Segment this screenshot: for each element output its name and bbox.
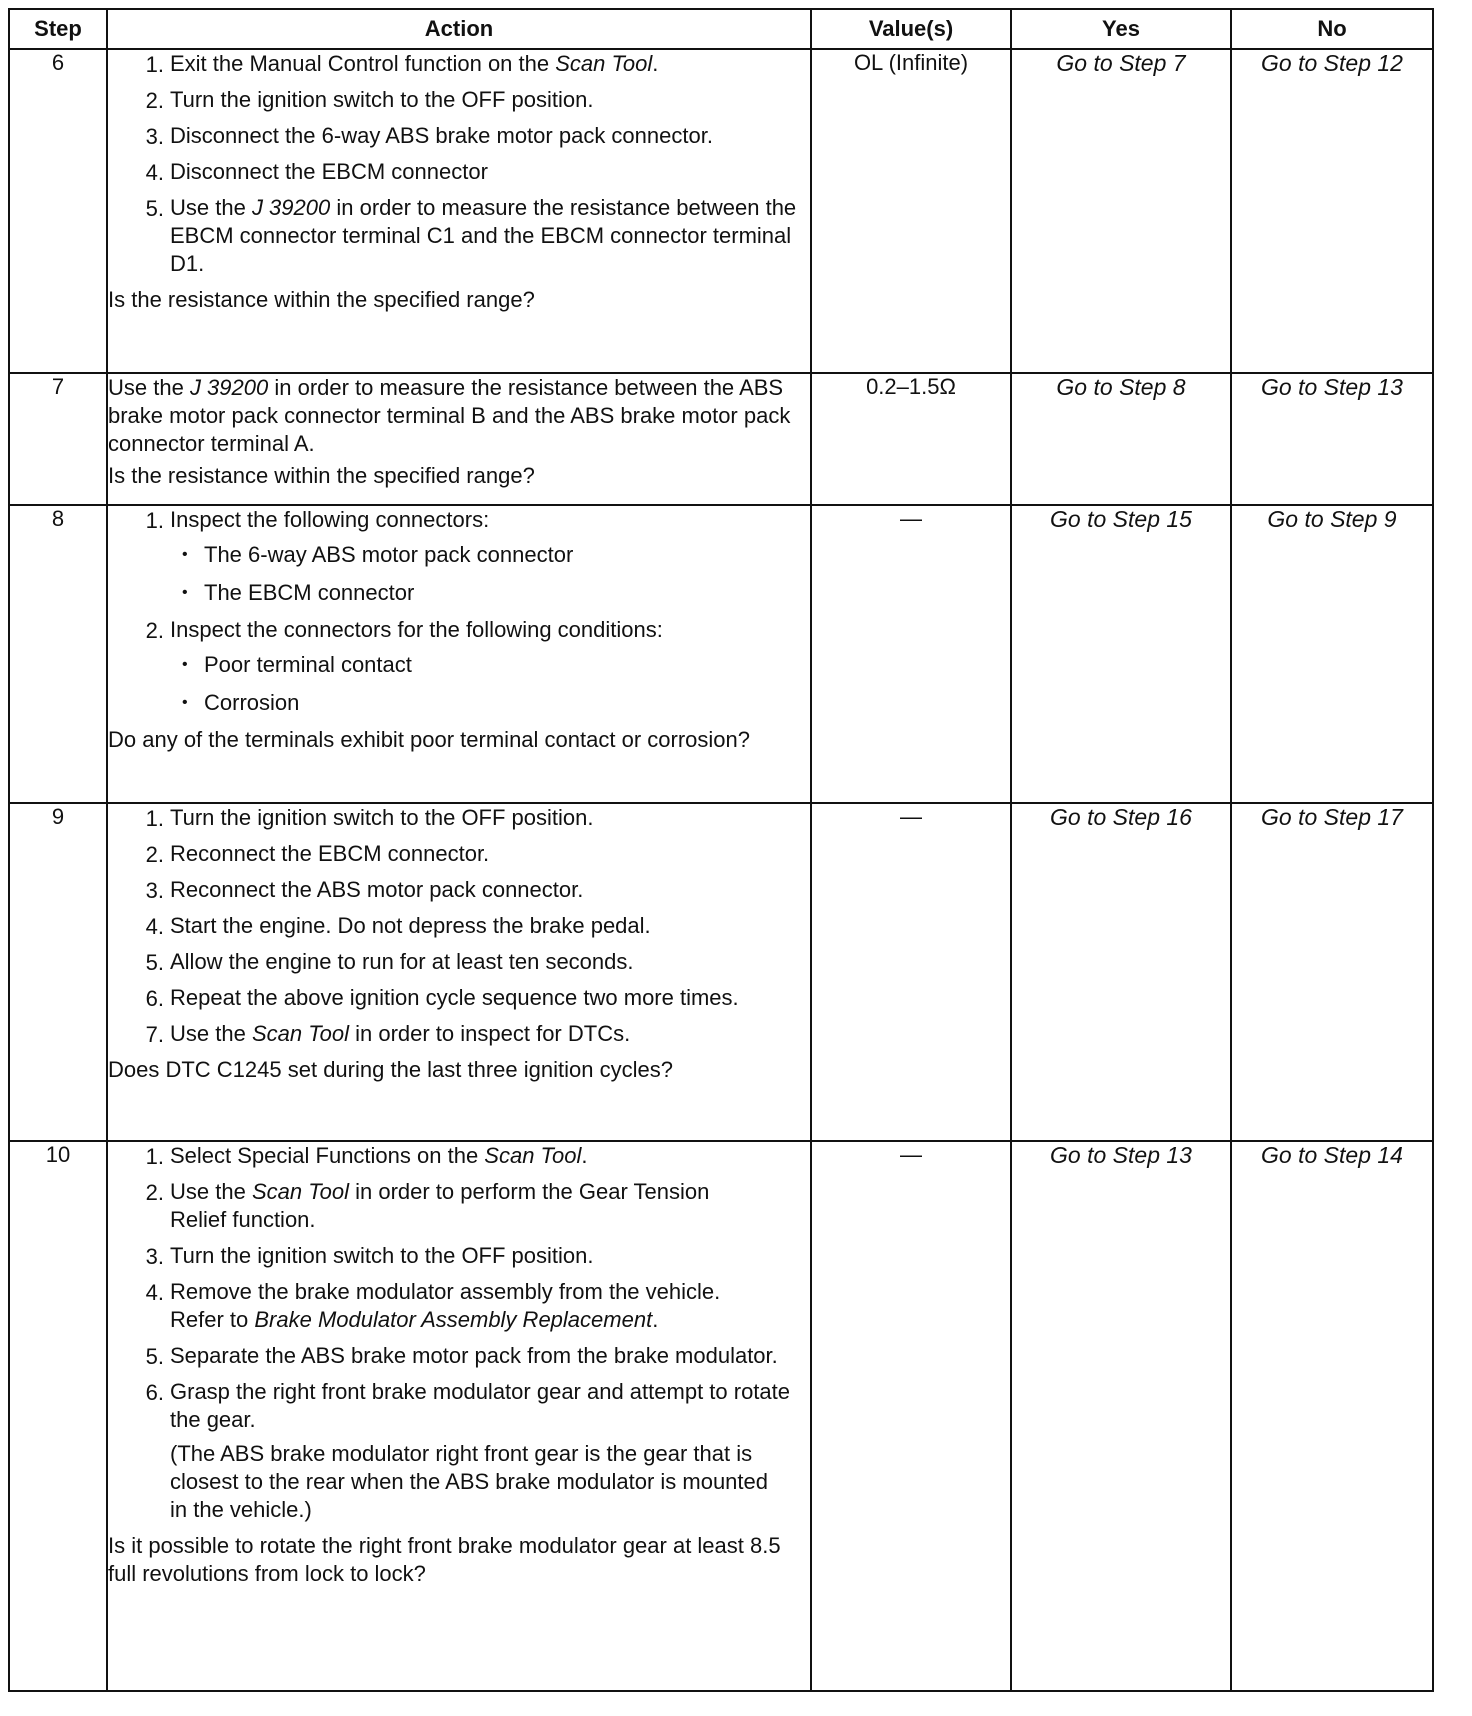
question-text: Do any of the terminals exhibit poor terminal contact or corrosion? (108, 727, 750, 752)
list-item: 4. Start the engine. Do not depress the brake pedal. (145, 913, 651, 939)
bullet-item: • Corrosion (170, 688, 810, 718)
action-cell (107, 373, 811, 505)
yes-link[interactable]: Go to Step 13 (1011, 1141, 1231, 1691)
bullet-item: • Poor terminal contact (170, 650, 810, 680)
list-item: 7. Use the Scan Tool in order to inspect for DTCs. (145, 1021, 631, 1047)
table-row (9, 373, 1433, 505)
list-item: 2. Use the Scan Tool in order to perform the Gear Tension Relief function. (145, 1179, 710, 1232)
question-text: Does DTC C1245 set during the last three ignition cycles? (108, 1057, 673, 1082)
list-item: 5. Separate the ABS brake motor pack from the brake modulator. (145, 1343, 778, 1369)
list-item: 1. Select Special Functions on the Scan Tool. (145, 1143, 588, 1169)
note-text: (The ABS brake modulator right front gear is the gear that is closest to the rear when the ABS brake modulator is mounted in the vehicle.) (170, 1441, 768, 1522)
diagnostic-table (8, 8, 1434, 1692)
list-item: 6. Repeat the above ignition cycle sequence two more times. (145, 985, 739, 1011)
header-row (9, 9, 1433, 49)
value-cell: — (811, 1141, 1011, 1691)
question-text: Is it possible to rotate the right front brake modulator gear at least 8.5 full revolutions from lock to lock? (108, 1533, 781, 1586)
list-item: 1. Inspect the following connectors: • The 6-way ABS motor pack connector • The EBCM connector (108, 506, 810, 608)
bullet-item: • The 6-way ABS motor pack connector (170, 540, 810, 570)
table-row (9, 803, 1433, 1141)
header-yes: Yes (1011, 9, 1231, 49)
list-item: 2. Turn the ignition switch to the OFF position. (145, 87, 594, 113)
no-link[interactable]: Go to Step 13 (1231, 373, 1433, 505)
no-link[interactable]: Go to Step 17 (1231, 803, 1433, 1141)
yes-link[interactable]: Go to Step 15 (1011, 505, 1231, 803)
list-item: 5. Use the J 39200 in order to measure the resistance between the EBCM connector terminal C1 and the EBCM connector terminal D1. (145, 195, 797, 276)
list-item: 3. Turn the ignition switch to the OFF position. (145, 1243, 594, 1269)
list-item: 6. Grasp the right front brake modulator gear and attempt to rotate the gear. (The ABS brake modulator right front gear is the gear that is closest to the rear when the ABS brake modulator is mounted in the vehicle.) (145, 1379, 791, 1522)
list-item: 4. Remove the brake modulator assembly from the vehicle. Refer to Brake Modulator Assembly Replacement. (145, 1279, 721, 1332)
list-item: 3. Disconnect the 6-way ABS brake motor pack connector. (145, 123, 713, 149)
list-item: 1. Turn the ignition switch to the OFF position. (145, 805, 594, 831)
header-no: No (1231, 9, 1433, 49)
yes-link[interactable]: Go to Step 8 (1011, 373, 1231, 505)
no-link[interactable]: Go to Step 12 (1231, 49, 1433, 373)
step-number: 6 (9, 49, 107, 373)
value-cell: — (811, 803, 1011, 1141)
list-item: 5. Allow the engine to run for at least ten seconds. (145, 949, 634, 975)
list-item: 4. Disconnect the EBCM connector (145, 159, 488, 185)
step-number: 10 (9, 1141, 107, 1691)
no-link[interactable]: Go to Step 9 (1231, 505, 1433, 803)
list-item: 2. Reconnect the EBCM connector. (145, 841, 490, 867)
bullet-item: • The EBCM connector (170, 578, 810, 608)
header-values: Value(s) (811, 9, 1011, 49)
table-row (9, 1141, 1433, 1691)
yes-link[interactable]: Go to Step 16 (1011, 803, 1231, 1141)
header-step: Step (9, 9, 107, 49)
list-item: 3. Reconnect the ABS motor pack connector. (145, 877, 584, 903)
question-text: Is the resistance within the specified range? (108, 287, 535, 312)
table-row (9, 505, 1433, 803)
question-text: Is the resistance within the specified range? (108, 463, 535, 488)
action-cell (107, 49, 811, 373)
no-link[interactable]: Go to Step 14 (1231, 1141, 1433, 1691)
action-text: Use the J 39200 in order to measure the resistance between the ABS brake motor pack connector terminal B and the ABS brake motor pack connector terminal A. (108, 375, 791, 456)
list-item: 1. Exit the Manual Control function on the Scan Tool. (145, 51, 659, 77)
value-cell: OL (Infinite) (811, 49, 1011, 373)
action-cell (107, 803, 811, 1141)
value-cell: 0.2–1.5Ω (811, 373, 1011, 505)
document-page (8, 8, 1432, 1708)
step-number: 7 (9, 373, 107, 505)
header-action: Action (107, 9, 811, 49)
action-cell (107, 1141, 811, 1691)
list-item: 2. Inspect the connectors for the following conditions: • Poor terminal contact • Corrosion (108, 616, 810, 718)
table-row (9, 49, 1433, 373)
action-cell (107, 505, 811, 803)
yes-link[interactable]: Go to Step 7 (1011, 49, 1231, 373)
value-cell: — (811, 505, 1011, 803)
step-number: 8 (9, 505, 107, 803)
step-number: 9 (9, 803, 107, 1141)
